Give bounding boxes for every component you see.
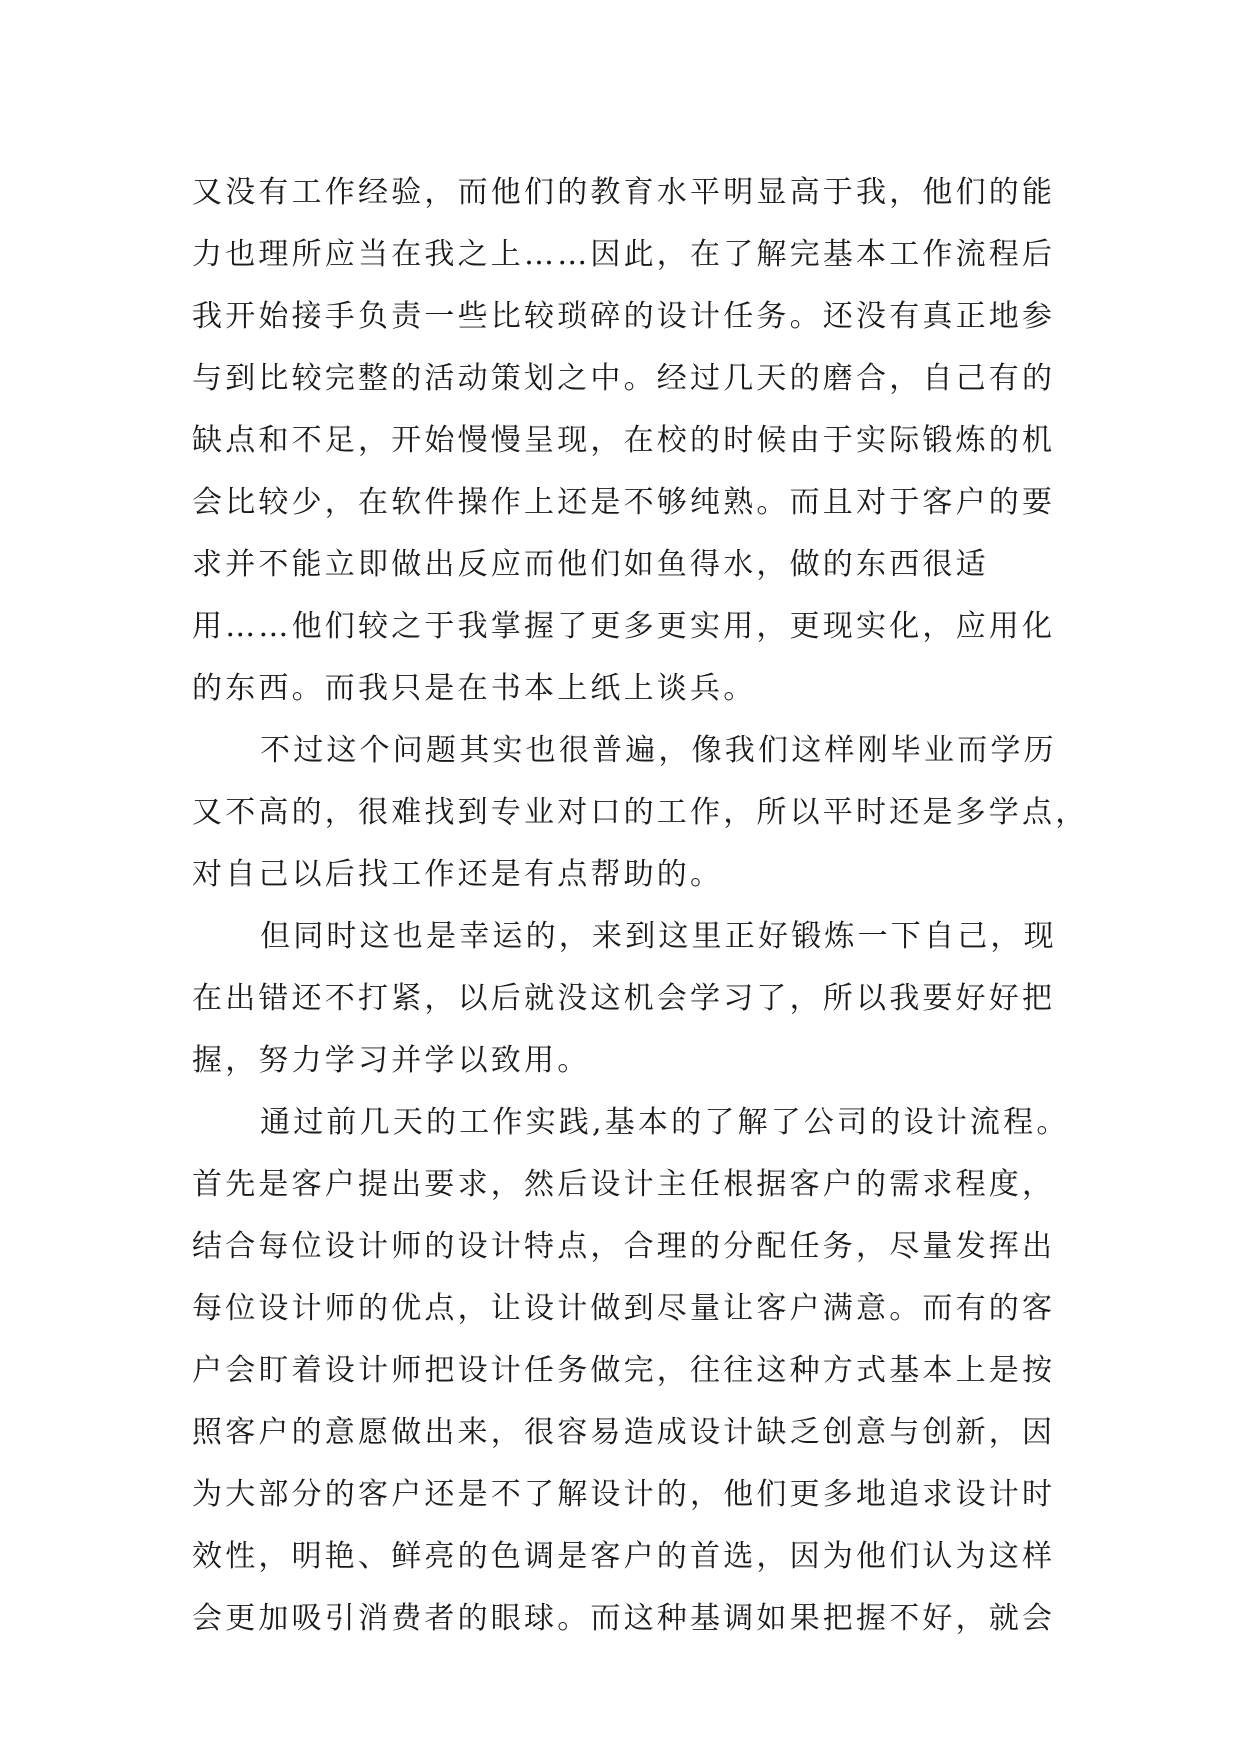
text-line-20: 户会盯着设计师把设计任务做完，往往这种方式基本上是按 xyxy=(192,1353,1056,1388)
text-line-1: 又没有工作经验，而他们的教育水平明显高于我，他们的能 xyxy=(192,175,1056,210)
text-line-17: 首先是客户提出要求，然后设计主任根据客户的需求程度， xyxy=(192,1167,1056,1202)
text-line-21: 照客户的意愿做出来，很容易造成设计缺乏创意与创新，因 xyxy=(192,1415,1056,1450)
document-body xyxy=(192,162,1089,1650)
text-line-16: 通过前几天的工作实践,基本的了解了公司的设计流程。 xyxy=(260,1105,1070,1140)
text-line-13: 但同时这也是幸运的，来到这里正好锻炼一下自己，现 xyxy=(260,919,1057,954)
text-line-9: 的东西。而我只是在书本上纸上谈兵。 xyxy=(192,671,757,706)
text-line-18: 结合每位设计师的设计特点，合理的分配任务，尽量发挥出 xyxy=(192,1229,1056,1264)
text-line-8: 用……他们较之于我掌握了更多更实用，更现实化，应用化 xyxy=(192,609,1056,644)
text-line-7: 求并不能立即做出反应而他们如鱼得水，做的东西很适 xyxy=(192,547,989,582)
text-line-2: 力也理所应当在我之上……因此，在了解完基本工作流程后 xyxy=(192,237,1056,272)
text-line-3: 我开始接手负责一些比较琐碎的设计任务。还没有真正地参 xyxy=(192,299,1056,334)
text-line-22: 为大部分的客户还是不了解设计的，他们更多地追求设计时 xyxy=(192,1477,1056,1512)
text-line-15: 握，努力学习并学以致用。 xyxy=(192,1043,591,1078)
text-line-11: 又不高的，很难找到专业对口的工作，所以平时还是多学点， xyxy=(192,795,1089,830)
text-line-23: 效性，明艳、鲜亮的色调是客户的首选，因为他们认为这样 xyxy=(192,1539,1056,1574)
text-line-19: 每位设计师的优点，让设计做到尽量让客户满意。而有的客 xyxy=(192,1291,1056,1326)
text-line-10: 不过这个问题其实也很普遍，像我们这样刚毕业而学历 xyxy=(260,733,1057,768)
text-line-14: 在出错还不打紧，以后就没这机会学习了，所以我要好好把 xyxy=(192,981,1056,1016)
text-line-12: 对自己以后找工作还是有点帮助的。 xyxy=(192,857,724,892)
text-line-5: 缺点和不足，开始慢慢呈现，在校的时候由于实际锻炼的机 xyxy=(192,423,1056,458)
text-line-24: 会更加吸引消费者的眼球。而这种基调如果把握不好，就会 xyxy=(192,1601,1056,1636)
text-line-6: 会比较少，在软件操作上还是不够纯熟。而且对于客户的要 xyxy=(192,485,1056,520)
text-line-4: 与到比较完整的活动策划之中。经过几天的磨合，自己有的 xyxy=(192,361,1056,396)
